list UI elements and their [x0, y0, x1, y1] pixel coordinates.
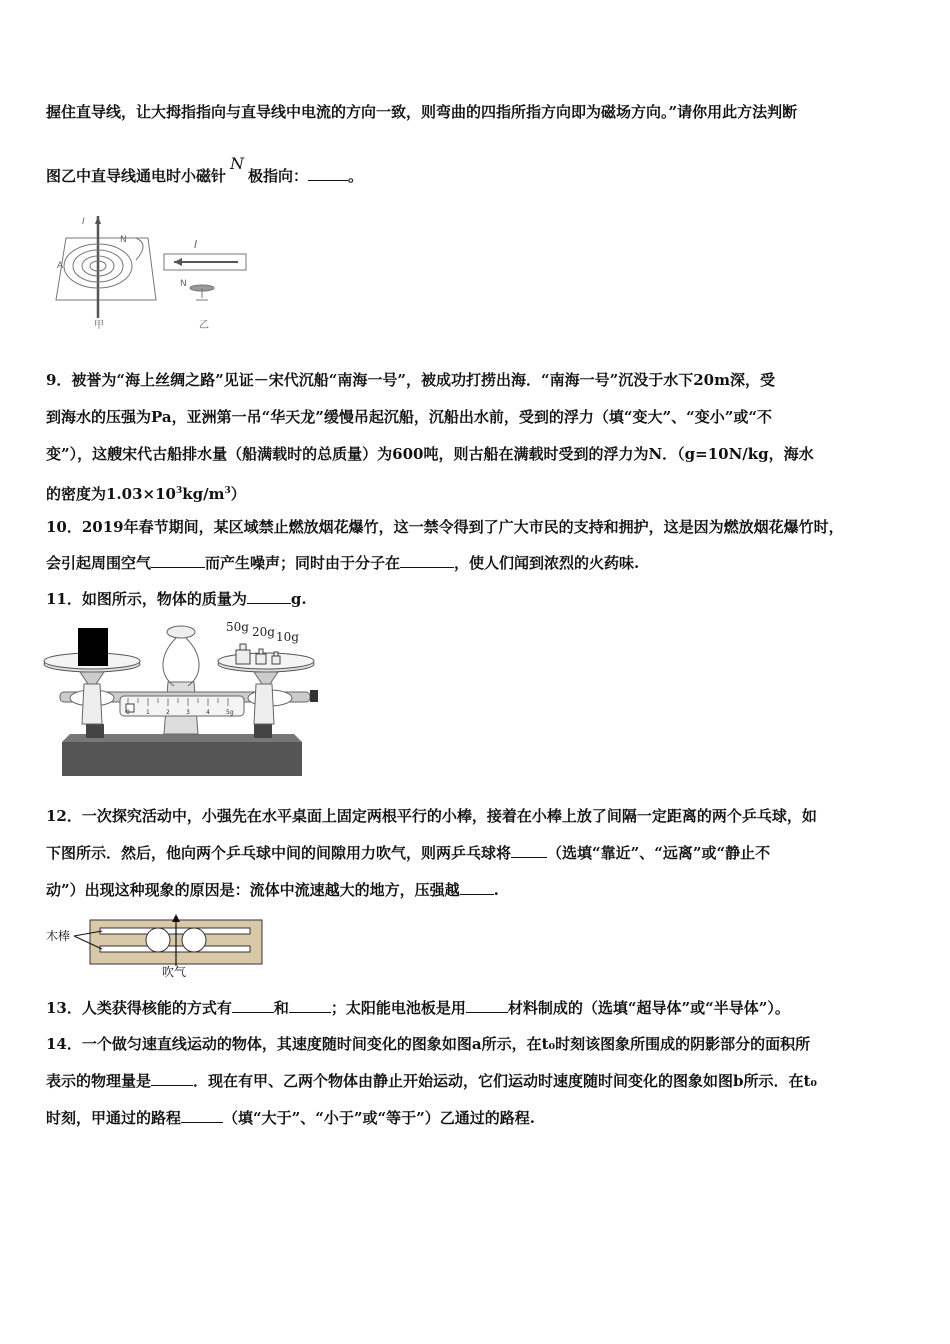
weight-20g-knob	[259, 649, 263, 654]
scale-label-3: 3	[186, 709, 190, 716]
intro-line-1: 握住直导线，让大拇指指向与直导线中电流的方向一致，则弯曲的四指所指方向即为磁场方向。”请你用此方法判断	[46, 103, 798, 121]
left-pan-stem	[80, 672, 104, 684]
scale-label-2: 2	[166, 709, 170, 716]
label-N-jia: N	[120, 235, 127, 245]
pointer-frame	[163, 638, 199, 686]
answer-blank[interactable]	[308, 166, 348, 181]
q10-blank-2[interactable]	[400, 553, 454, 568]
label-blow: 吹气	[162, 965, 187, 978]
right-pan-stem	[254, 672, 278, 684]
q12-blank-2[interactable]	[460, 880, 494, 895]
weight-10g[interactable]	[272, 656, 280, 664]
q14-line-1: 14．一个做匀速直线运动的物体，其速度随时间变化的图象如图a所示，在t₀时刻该图象所围成的阴影部分的面积所	[46, 1035, 811, 1053]
q14-line-3	[46, 1108, 535, 1128]
weight-label-50g: 50g	[226, 620, 249, 634]
q11-line-b: g.	[290, 590, 307, 608]
label-jia: 甲	[94, 320, 104, 331]
q12-blank-1[interactable]	[511, 843, 547, 858]
q13-blank-3[interactable]	[466, 998, 508, 1013]
q11-line-a: 11．如图所示，物体的质量为	[46, 590, 247, 608]
scale-label-5: 5g	[226, 709, 234, 716]
q9-line-4-c: ）	[230, 485, 246, 503]
q14-line-2-b: ．现在有甲、乙两个物体由静止开始运动，它们运动时速度随时间变化的图象如图b所示．在t₀	[193, 1072, 818, 1090]
pingpong-ball-right	[182, 928, 206, 952]
weight-10g-knob	[274, 652, 278, 656]
balance-nut[interactable]	[310, 690, 318, 702]
intro-line-2-end: 。	[348, 167, 364, 185]
pointer-dial	[167, 626, 195, 638]
q13-line-d: 材料制成的（选填“超导体”或“半导体”）。	[507, 999, 790, 1017]
right-foot	[254, 724, 272, 738]
q13-line-b: 和	[273, 999, 289, 1017]
pingpong-figure	[44, 912, 266, 978]
q14-line-3-a: 时刻，甲通过的路程	[46, 1109, 182, 1127]
q13-line	[46, 998, 790, 1018]
q10-line-2-c: ，使人们闻到浓烈的火药味.	[454, 554, 640, 572]
left-post	[82, 684, 102, 724]
weight-label-10g: 10g	[276, 630, 299, 644]
label-I-jia: I	[82, 217, 85, 227]
q14-line-2-a: 表示的物理量是	[46, 1072, 152, 1090]
q9-sup-2: 3	[224, 486, 231, 496]
wire-yi-arrow	[174, 258, 182, 266]
q13-blank-2[interactable]	[289, 998, 331, 1013]
q12-line-3-a: 动”）出现这种现象的原因是：流体中流速越大的地方，压强越	[46, 881, 460, 899]
label-A-jia: A	[57, 261, 64, 271]
q9-line-4-a: 的密度为1.03×10	[46, 485, 176, 503]
balance-figure	[40, 614, 330, 784]
label-N-yi: N	[180, 279, 187, 289]
q12-line-2	[46, 843, 770, 863]
blow-arrowhead	[172, 914, 180, 922]
q9-line-4-b: kg/m	[182, 485, 225, 503]
stick-top	[100, 928, 250, 934]
plane-jia	[56, 238, 156, 300]
q14-blank-2[interactable]	[181, 1108, 223, 1123]
q13-line-a: 13．人类获得核能的方式有	[46, 999, 232, 1017]
label-I-yi: I	[194, 238, 198, 251]
q9-sup-1: 3	[175, 486, 183, 496]
label-stick: 木棒	[46, 929, 71, 943]
intro-line-2-b: 极指向：	[248, 167, 309, 185]
wire-magnetic-field-figure	[52, 208, 252, 333]
q10-blank-1[interactable]	[151, 553, 205, 568]
right-post	[254, 684, 274, 724]
pingpong-ball-left	[146, 928, 170, 952]
weight-50g[interactable]	[236, 650, 250, 664]
stick-bottom	[100, 946, 250, 952]
q12-line-3-b: .	[493, 881, 499, 899]
q12-line-1: 12．一次探究活动中，小强先在水平桌面上固定两根平行的小棒，接着在小棒上放了间隔一定距离的两个乒乓球，如	[46, 807, 817, 825]
q13-blank-1[interactable]	[232, 998, 274, 1013]
wire-jia-arrow	[95, 216, 101, 224]
q9-line-4	[46, 481, 246, 504]
q10-line-2	[46, 553, 639, 573]
q9-line-3: 变”），这艘宋代古船排水量（船满载时的总质量）为600吨，则古船在满载时受到的浮力为N．（g=10N/kg，海水	[46, 445, 814, 463]
compass-arrow-jia	[136, 238, 143, 260]
q12-line-2-b: （选填“靠近”、“远离”或“静止不	[547, 844, 771, 862]
needle-n-label: N	[230, 154, 245, 173]
object-block	[78, 628, 108, 666]
q14-line-2	[46, 1071, 817, 1091]
q10-line-2-a: 会引起周围空气	[46, 554, 152, 572]
q10-line-1: 10．2019年春节期间，某区域禁止燃放烟花爆竹，这一禁令得到了广大市民的支持和拥护，这是因为燃放烟花爆竹时，	[46, 518, 844, 536]
left-foot	[86, 724, 104, 738]
scale-label-4: 4	[206, 709, 210, 716]
q12-line-3	[46, 880, 499, 900]
label-yi: 乙	[199, 320, 209, 331]
weight-50g-knob	[240, 644, 246, 650]
q13-line-c: ；太阳能电池板是用	[330, 999, 466, 1017]
q14-line-3-b: （填“大于”、“小于”或“等于”）乙通过的路程.	[223, 1109, 536, 1127]
q9-line-1: 9．被誉为“海上丝绸之路”见证－宋代沉船“南海一号”，被成功打捞出海．“南海一号”沉没于水下20m深，受	[46, 371, 775, 389]
q11-blank[interactable]	[247, 589, 291, 604]
weight-20g[interactable]	[256, 654, 266, 664]
weight-label-20g: 20g	[252, 625, 275, 639]
q9-line-2: 到海水的压强为Pa，亚洲第一吊“华天龙”缓慢吊起沉船，沉船出水前，受到的浮力（填“变大”、“变小”或“不	[46, 408, 772, 426]
scale-label-1: 1	[146, 709, 150, 716]
q11-line	[46, 589, 307, 609]
q10-line-2-b: 而产生噪声；同时由于分子在	[205, 554, 401, 572]
scale-label-0: 0	[126, 709, 130, 716]
q12-line-2-a: 下图所示．然后，他向两个乒乓球中间的间隙用力吹气，则两乒乓球将	[46, 844, 512, 862]
intro-line-2	[46, 154, 364, 186]
balance-base	[62, 742, 302, 776]
q14-blank-1[interactable]	[151, 1071, 193, 1086]
intro-line-2-a: 图乙中直导线通电时小磁针	[46, 167, 227, 185]
